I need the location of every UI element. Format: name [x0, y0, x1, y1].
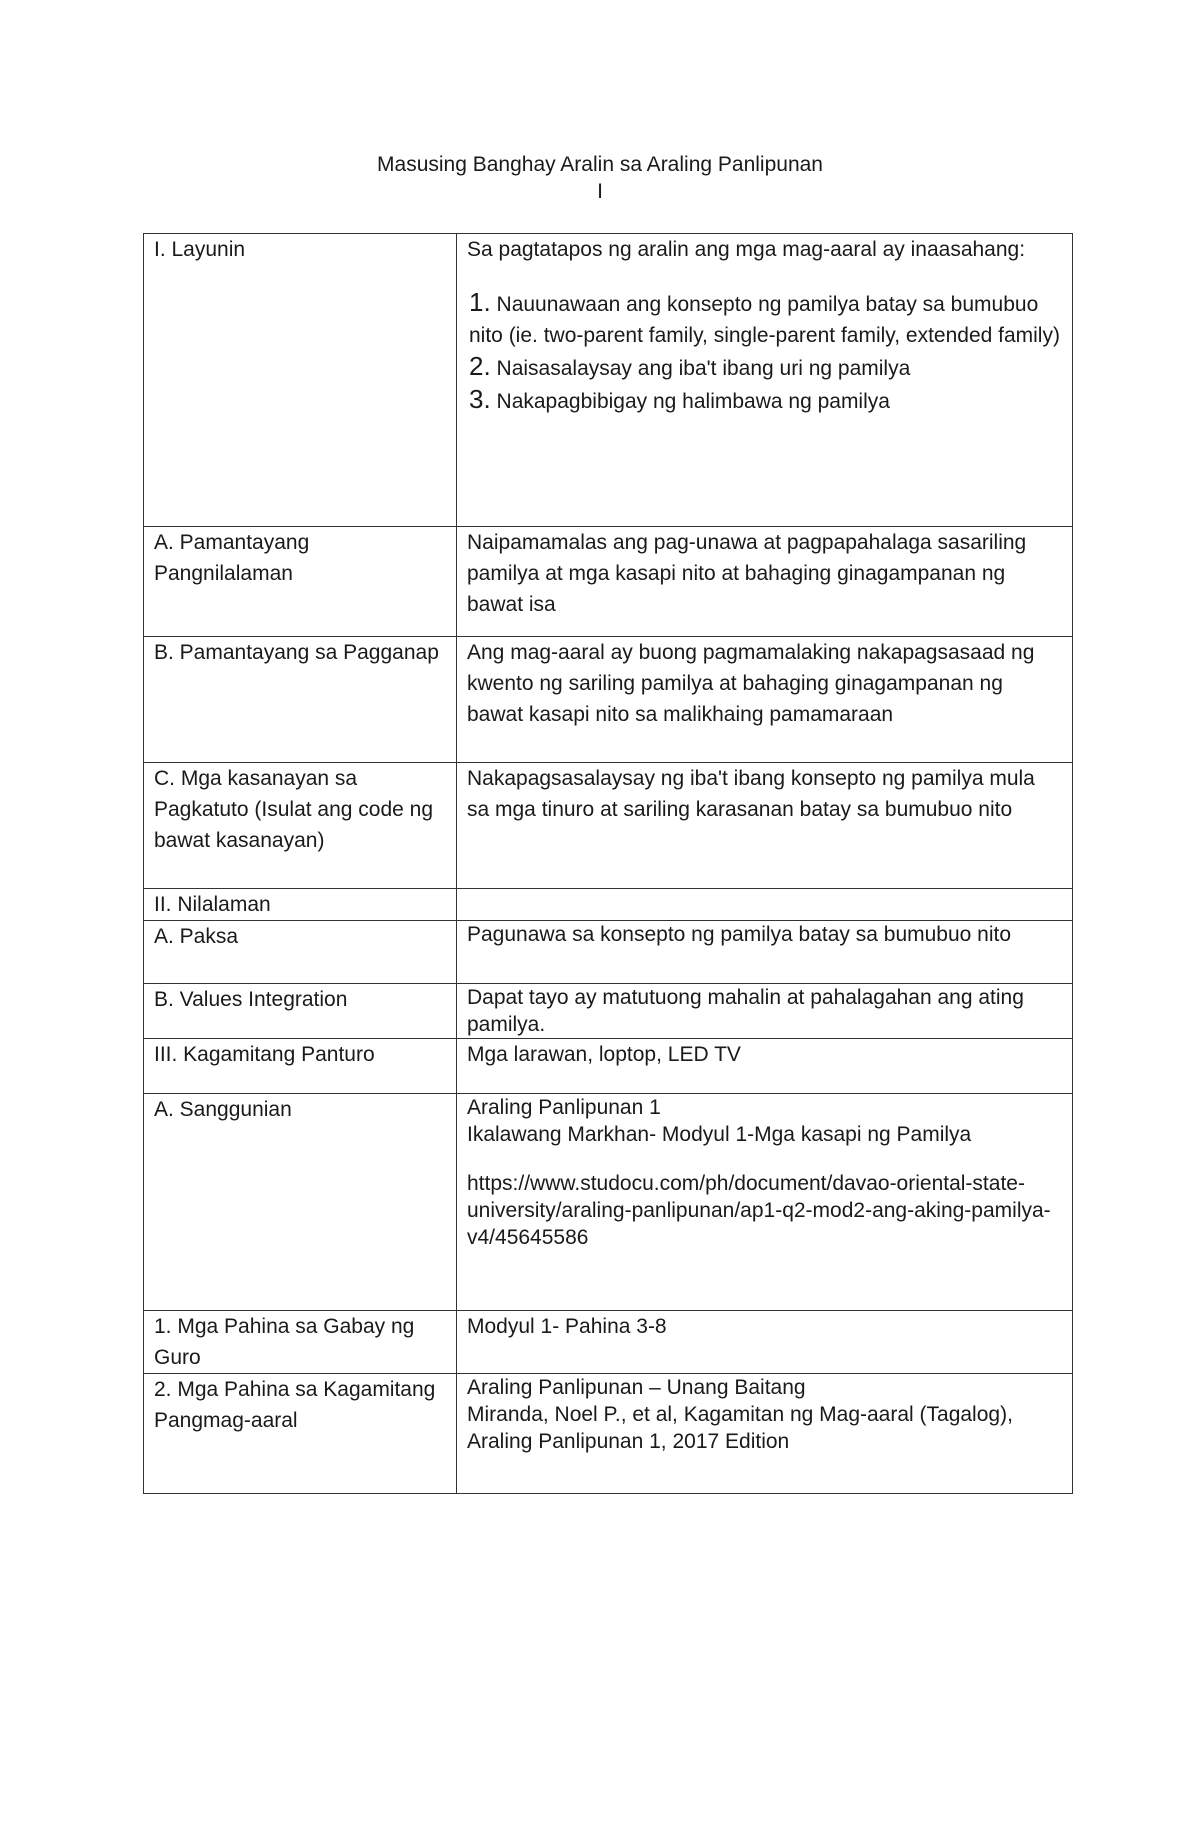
reference-cell — [457, 1094, 1073, 1311]
table-row — [144, 1311, 1073, 1374]
row-label: B. Values Integration — [144, 984, 457, 1039]
table-row — [144, 527, 1073, 637]
row-label: I. Layunin — [144, 234, 457, 527]
table-row — [144, 637, 1073, 763]
row-value: Dapat tayo ay matutuong mahalin at pahalagahan ang ating pamilya. — [457, 984, 1073, 1039]
row-value: Pagunawa sa konsepto ng pamilya batay sa bumubuo nito — [457, 921, 1073, 984]
list-item — [467, 351, 1062, 384]
list-item — [467, 287, 1062, 351]
row-label: 2. Mga Pahina sa Kagamitang Pangmag-aaral — [144, 1374, 457, 1494]
materials-citation: Miranda, Noel P., et al, Kagamitan ng Mag-aaral (Tagalog), Araling Panlipunan 1, 2017 Edition — [467, 1403, 1013, 1453]
table-row — [144, 1094, 1073, 1311]
row-value: Ang mag-aaral ay buong pagmamalaking nakapagsasaad ng kwento ng sariling pamilya at bahaging ginagampanan ng bawat kasapi nito sa malikhaing pamamaraan — [457, 637, 1073, 763]
reference-url: https://www.studocu.com/ph/document/davao-oriental-state-university/araling-panlipunan/ap1-q2-mod2-ang-aking-pamilya-v4/45645586 — [467, 1172, 1051, 1249]
row-value: Naipamamalas ang pag-unawa at pagpapahalaga sasariling pamilya at mga kasapi nito at bahaging ginagampanan ng bawat isa — [457, 527, 1073, 637]
row-label: III. Kagamitang Panturo — [144, 1039, 457, 1094]
table-row — [144, 1039, 1073, 1094]
list-text: Nakapagbibigay ng halimbawa ng pamilya — [496, 390, 890, 413]
lesson-plan-table — [143, 233, 1073, 1494]
page-subtitle: I — [597, 180, 603, 203]
row-value: Modyul 1- Pahina 3-8 — [457, 1311, 1073, 1374]
table-row — [144, 763, 1073, 889]
objectives-list — [467, 287, 1062, 417]
list-number: 2. — [469, 351, 491, 381]
list-text: Nauunawaan ang konsepto ng pamilya batay sa bumubuo nito (ie. two-parent family, single-parent family, extended family) — [469, 293, 1060, 347]
row-value: Nakapagsasalaysay ng iba't ibang konsepto ng pamilya mula sa mga tinuro at sariling karasanan batay sa bumubuo nito — [457, 763, 1073, 889]
row-label: A. Pamantayang Pangnilalaman — [144, 527, 457, 637]
table-row — [144, 984, 1073, 1039]
objectives-intro: Sa pagtatapos ng aralin ang mga mag-aaral ay inaasahang: — [467, 238, 1026, 261]
objectives-cell — [457, 234, 1073, 527]
list-number: 1. — [469, 287, 491, 317]
row-label: A. Sanggunian — [144, 1094, 457, 1311]
reference-module: Ikalawang Markhan- Modyul 1-Mga kasapi ng Pamilya — [467, 1123, 972, 1146]
row-value: Mga larawan, loptop, LED TV — [457, 1039, 1073, 1094]
row-value — [457, 889, 1073, 921]
page-title: Masusing Banghay Aralin sa Araling Panlipunan — [377, 153, 823, 176]
reference-title: Araling Panlipunan 1 — [467, 1096, 661, 1119]
list-item — [467, 384, 1062, 417]
table-row — [144, 1374, 1073, 1494]
table-row — [144, 234, 1073, 527]
row-label: C. Mga kasanayan sa Pagkatuto (Isulat ang code ng bawat kasanayan) — [144, 763, 457, 889]
row-label: A. Paksa — [144, 921, 457, 984]
table-row — [144, 921, 1073, 984]
row-label: 1. Mga Pahina sa Gabay ng Guro — [144, 1311, 457, 1374]
materials-title: Araling Panlipunan – Unang Baitang — [467, 1376, 806, 1399]
table-row — [144, 889, 1073, 921]
list-number: 3. — [469, 384, 491, 414]
materials-cell — [457, 1374, 1073, 1494]
row-label: B. Pamantayang sa Pagganap — [144, 637, 457, 763]
list-text: Naisasalaysay ang iba't ibang uri ng pamilya — [496, 357, 911, 380]
row-label: II. Nilalaman — [144, 889, 457, 921]
